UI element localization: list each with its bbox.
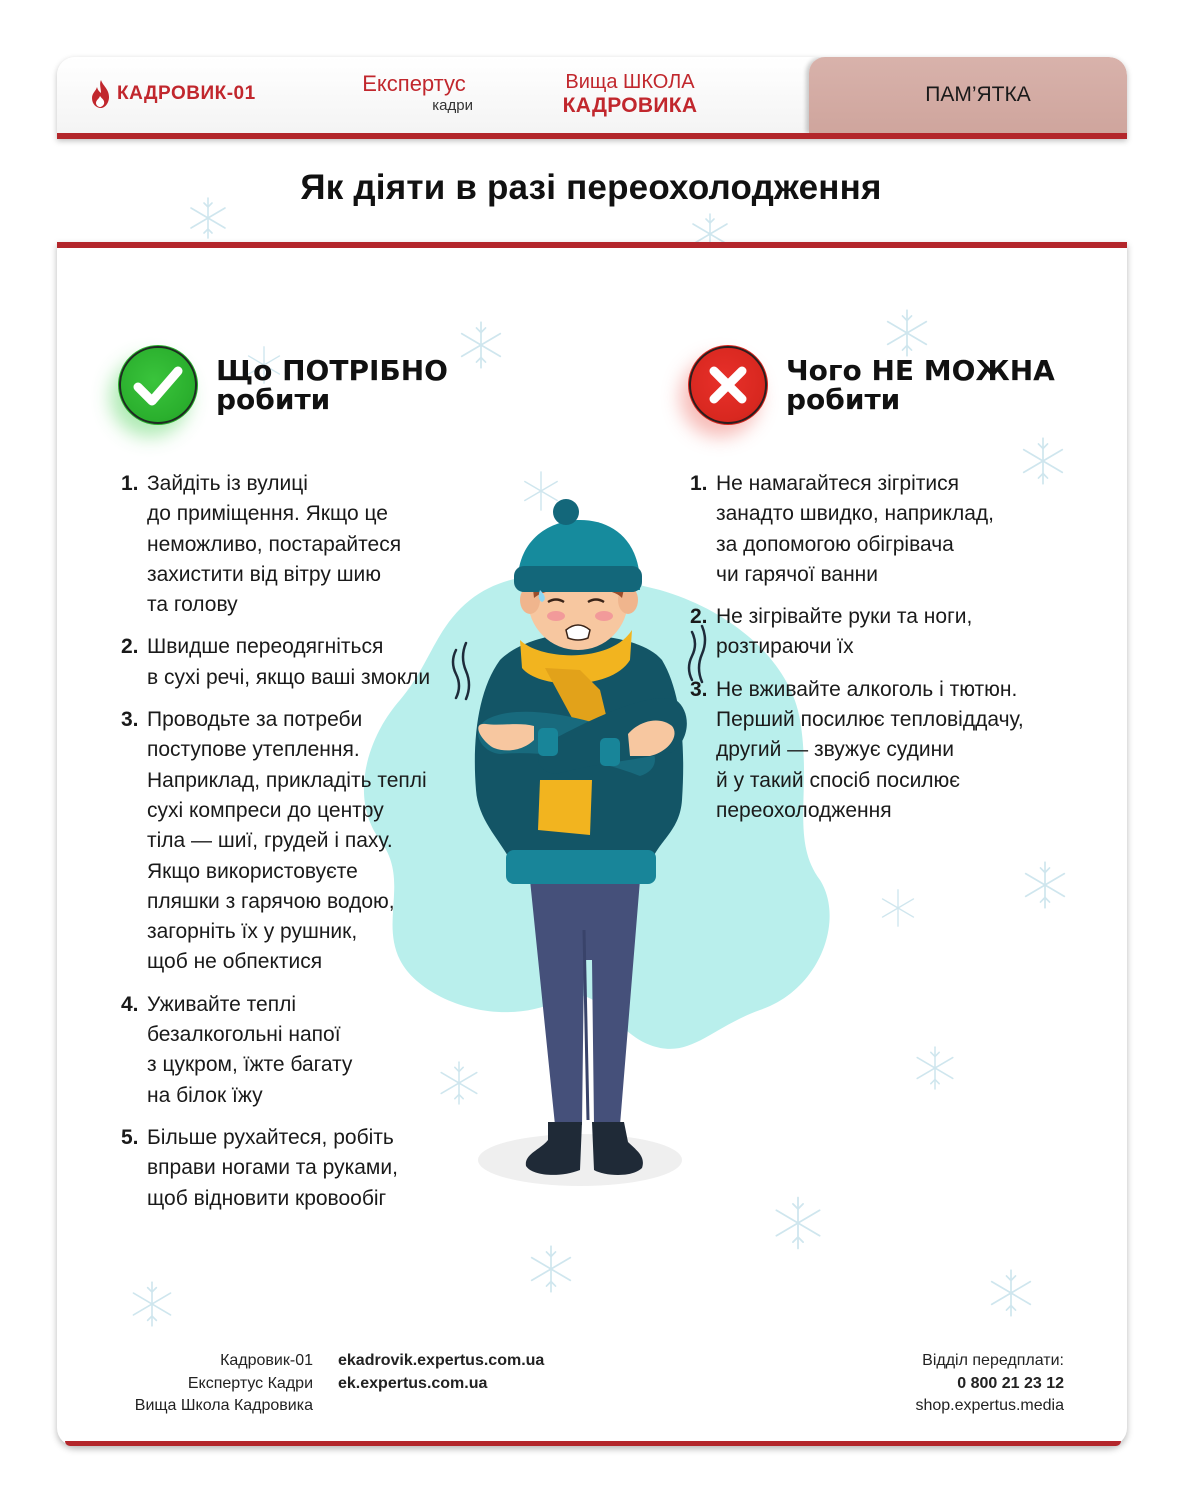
list-item: 3. Проводьте за потреби поступове утеплення. Наприклад, прикладіть теплі сухі компреси до центру тіла — шиї, грудей і паху. Якщо використовуєте пляшки з гарячою водою, загорніть їх у рушник, щоб не обпектися <box>121 708 427 974</box>
subscription-phone[interactable]: 0 800 21 23 12 <box>957 1374 1064 1392</box>
expertus-logo-main: Експертус <box>362 71 466 96</box>
dont-heading-line1: Чого НЕ МОЖНА <box>786 354 1055 387</box>
list-item: 2. Швидше переодягніться в сухі речі, якщо ваші змокли <box>121 635 431 689</box>
footer-brands <box>60 1350 313 1418</box>
kadrovik-logo-text: КАДРОВИК-01 <box>117 83 256 104</box>
footer-site-link[interactable]: ekadrovik.expertus.com.ua <box>338 1352 545 1369</box>
dont-list <box>690 469 1090 838</box>
snowflake-icon <box>456 320 506 370</box>
school-logo[interactable] <box>545 71 715 118</box>
school-logo-main: Вища ШКОЛА <box>565 71 695 93</box>
snowflake-icon <box>986 1268 1036 1318</box>
footer-sites <box>338 1350 638 1395</box>
kadrovik-logo[interactable] <box>89 77 256 111</box>
snowflake-icon <box>912 1045 958 1091</box>
cross-icon <box>688 345 768 425</box>
expertus-logo-sub: кадри <box>432 97 473 114</box>
snowflake-icon <box>878 888 918 928</box>
memo-badge <box>809 57 1127 133</box>
footer-brand: Вища Школа Кадровика <box>134 1397 313 1414</box>
snowflake-icon <box>770 1195 826 1251</box>
footer-subscription <box>780 1350 1064 1418</box>
school-logo-sub: КАДРОВИКА <box>562 94 698 117</box>
shop-link[interactable]: shop.expertus.media <box>915 1397 1064 1414</box>
dont-section-heading <box>688 345 1055 425</box>
memo-badge-label: ПАМ’ЯТКА <box>925 83 1031 106</box>
header-divider <box>57 133 1127 139</box>
snowflake-icon <box>186 196 230 240</box>
header-bar <box>57 57 1127 139</box>
do-list <box>121 469 481 1226</box>
list-item: 4. Уживайте теплі безалкогольні напої з цукром, їжте багату на білок їжу <box>121 992 353 1107</box>
do-heading-line2: робити <box>216 383 331 416</box>
do-section-heading <box>118 345 448 425</box>
list-item: 5. Більше рухайтеся, робіть вправи ногами та руками, щоб відновити кровообіг <box>121 1125 398 1210</box>
snowflake-icon <box>128 1280 176 1328</box>
do-heading-line1: Що ПОТРІБНО <box>216 354 448 387</box>
footer-site-link[interactable]: ek.expertus.com.ua <box>338 1374 488 1392</box>
flame-icon <box>89 79 113 109</box>
footer-brand: Кадровик-01 <box>220 1352 313 1369</box>
check-icon <box>118 345 198 425</box>
snowflake-icon <box>526 1244 576 1294</box>
footer-brand: Експертус Кадри <box>187 1374 313 1392</box>
dont-heading-line2: робити <box>786 383 901 416</box>
expertus-logo[interactable] <box>349 71 479 114</box>
card-top-divider <box>57 242 1127 248</box>
page-title: Як діяти в разі переохолодження <box>300 168 882 207</box>
list-item: 1. Не намагайтеся зігрітися занадто швидко, наприклад, за допомогою обігрівача чи гарячої ванни <box>690 472 994 586</box>
list-item: 3. Не вживайте алкоголь і тютюн. Перший посилює тепловіддачу, другий — звужує судини й у такий спосіб посилює переохолодження <box>690 677 1024 822</box>
snowflake-icon <box>1020 860 1070 910</box>
list-item: 2. Не зігрівайте руки та ноги, розтираючи їх <box>690 605 973 659</box>
subscription-label: Відділ передплати: <box>922 1352 1064 1369</box>
card-bottom-divider <box>65 1441 1121 1446</box>
list-item: 1. Зайдіть із вулиці до приміщення. Якщо це неможливо, постарайтеся захистити від вітру шию та голову <box>121 472 402 617</box>
